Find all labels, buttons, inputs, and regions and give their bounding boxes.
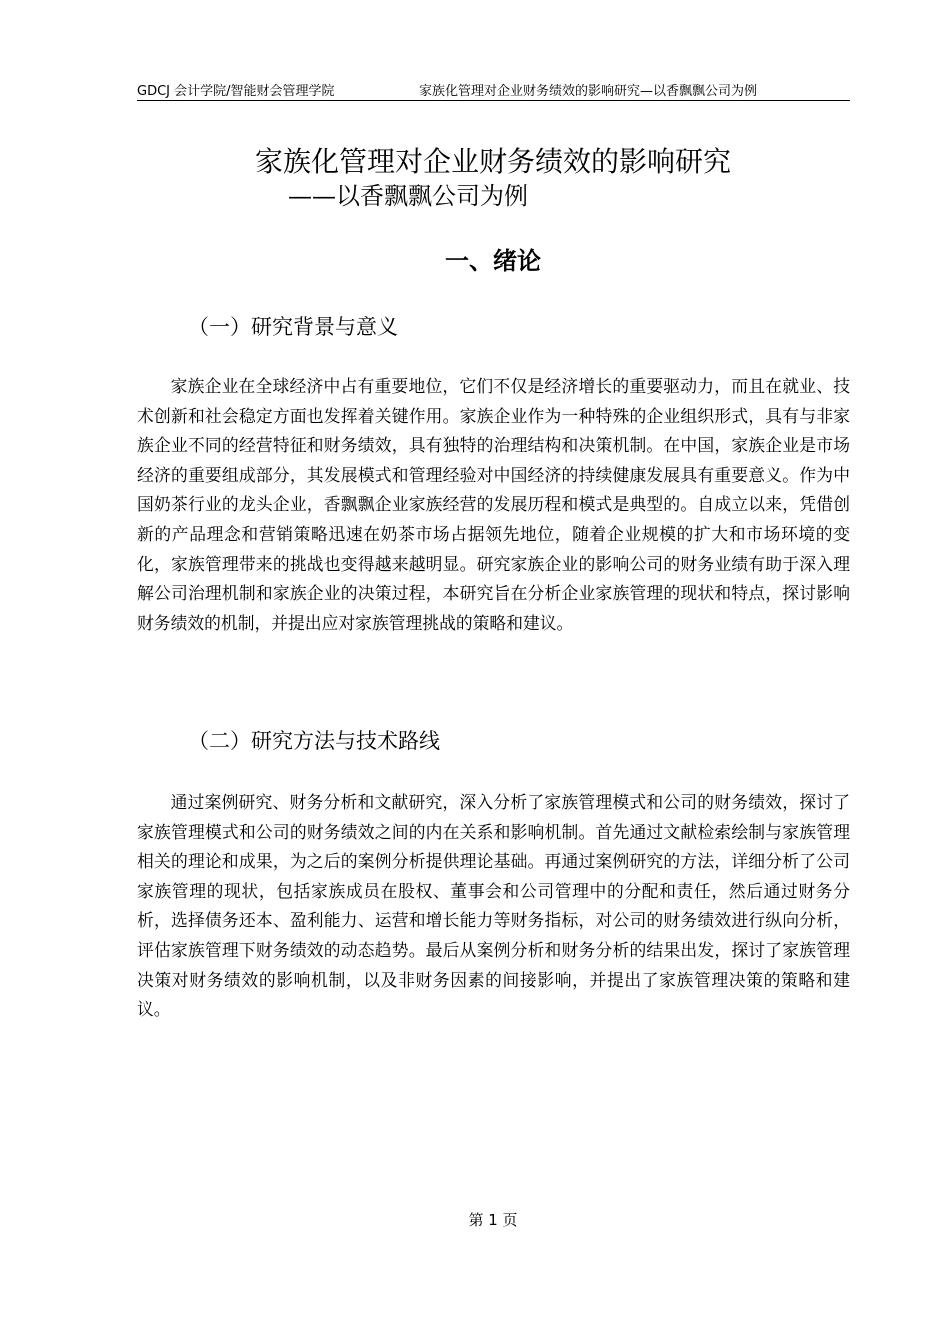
paragraph-background: 家族企业在全球经济中占有重要地位，它们不仅是经济增长的重要驱动力，而且在就业、技术创新和社会稳定方面也发挥着关键作用。家族企业作为一种特殊的企业组织形式，具有与非家族企业不同的经营特征和财务绩效，具有独特的治理结构和决策机制。在中国，家族企业是市场经济的重要组成部分，其发展模式和管理经验对中国经济的持续健康发展具有重要意义。作为中国奶茶行业的龙头企业，香飘飘企业家族经营的发展历程和模式是典型的。自成立以来，凭借创新的产品理念和营销策略迅速在奶茶市场占据领先地位，随着企业规模的扩大和市场环境的变化，家族管理带来的挑战也变得越来越明显。研究家族企业的影响公司的财务业绩有助于深入理解公司治理机制和家族企业的决策过程，本研究旨在分析企业家族管理的现状和特点，探讨影响财务绩效的机制，并提出应对家族管理挑战的策略和建议。 — [137, 376, 850, 633]
paragraph-methods: 通过案例研究、财务分析和文献研究，深入分析了家族管理模式和公司的财务绩效，探讨了家族管理模式和公司的财务绩效之间的内在关系和影响机制。首先通过文献检索绘制与家族管理相关的理论和成果，为之后的案例分析提供理论基础。再通过案例研究的方法，详细分析了公司家族管理的现状，包括家族成员在股权、董事会和公司管理中的分配和责任，然后通过财务分析，选择债务还本、盈利能力、运营和增长能力等财务指标，对公司的财务绩效进行纵向分析，评估家族管理下财务绩效的动态趋势。最后从案例分析和财务分析的结果出发，探讨了家族管理决策对财务绩效的影响机制，以及非财务因素的间接影响，并提出了家族管理决策的策略和建议。 — [137, 792, 850, 1020]
page-header — [137, 78, 850, 101]
header-running-title: 家族化管理对企业财务绩效的影响研究—以香飘飘公司为例 — [419, 84, 758, 99]
document-title: 家族化管理对企业财务绩效的影响研究 — [254, 145, 731, 178]
section-heading-methods: （二）研究方法与技术路线 — [188, 729, 440, 753]
document-subtitle: ——以香飘飘公司为例 — [288, 182, 528, 210]
header-institution: GDCJ 会计学院/智能财会管理学院 — [137, 84, 335, 99]
page-number: 第 1 页 — [468, 1211, 518, 1229]
chapter-heading: 一、绪论 — [445, 247, 541, 275]
section-heading-background: （一）研究背景与意义 — [188, 315, 398, 339]
